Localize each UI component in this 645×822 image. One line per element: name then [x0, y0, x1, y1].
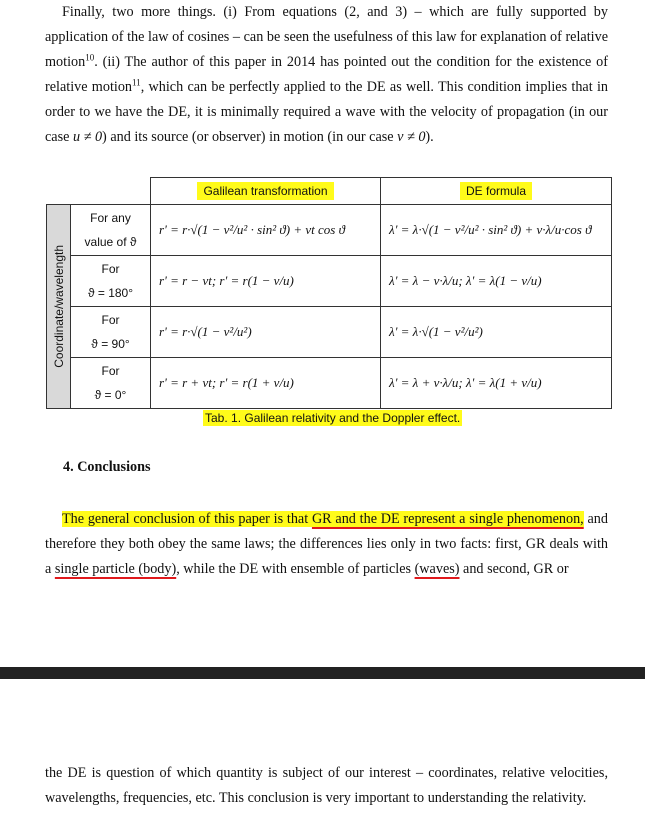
condition-cell: For ϑ = 0° — [71, 358, 151, 409]
table-row — [47, 205, 612, 256]
continued-paragraph: the DE is question of which quantity is subject of our interest – coordinates, relative velocities, wavelengths, frequencies, etc. This conclusion is very important to understanding the relativity. — [45, 765, 608, 806]
highlighted-text: The general conclusion of this paper is that — [62, 511, 312, 527]
intro-text-a: Finally, two more things. (i) From equations (2, and 3) – which are fully supported by application of the law of cosines – can be seen the usefulness of this law for explanation of relative motion — [45, 4, 608, 70]
condition-cell: For ϑ = 180° — [71, 256, 151, 307]
side-label-cell — [47, 205, 71, 409]
header-empty-cell — [47, 178, 71, 205]
galilean-formula: r' = r·√(1 − v²/u² · sin² ϑ) + vt cos ϑ — [151, 205, 381, 256]
table-row — [47, 307, 612, 358]
intro-text-b: . (ii) The author of this paper in 2014 has pointed out the condition for the existence of relative motion — [45, 54, 608, 95]
condition-v: v ≠ 0 — [397, 129, 426, 145]
galilean-doppler-table — [46, 177, 612, 409]
condition-cell: For ϑ = 90° — [71, 307, 151, 358]
header-empty-cell — [71, 178, 151, 205]
table-row — [47, 358, 612, 409]
table-row — [47, 256, 612, 307]
galilean-formula: r' = r + vt; r' = r(1 + v/u) — [151, 358, 381, 409]
intro-text-e: ). — [425, 129, 434, 145]
side-label: Coordinate/wavelength — [51, 245, 66, 368]
galilean-formula: r' = r·√(1 − v²/u²) — [151, 307, 381, 358]
de-formula: λ' = λ·√(1 − v²/u²) — [381, 307, 612, 358]
footnote-ref-11[interactable]: 11 — [132, 77, 141, 88]
underlined-text: single particle (body) — [54, 561, 177, 577]
galilean-formula: r' = r − vt; r' = r(1 − v/u) — [151, 256, 381, 307]
section-heading: 4. Conclusions — [63, 459, 151, 475]
page-divider — [0, 667, 645, 679]
table-caption: Tab. 1. Galilean relativity and the Doppler effect. — [205, 411, 461, 425]
intro-text-c: , which can be perfectly applied to the DE as well. This condition implies that in order to we have the DE, it is minimally required a wave with the velocity of propagation (in our case — [45, 79, 608, 145]
condition-cell: For any value of ϑ — [71, 205, 151, 256]
footnote-ref-10[interactable]: 10 — [85, 52, 95, 63]
conclusions-paragraph: The general conclusion of this paper is that GR and the DE represent a single phenomenon, and therefore they both obey the same laws; the differences lies only in two facts: first, GR deals with a single particle (body), while the DE with ensemble of particles (waves) and second, GR or — [45, 511, 608, 577]
de-formula: λ' = λ + v·λ/u; λ' = λ(1 + v/u) — [381, 358, 612, 409]
intro-paragraph — [45, 0, 608, 150]
de-formula: λ' = λ·√(1 − v²/u² · sin² ϑ) + v·λ/u·cos ϑ — [381, 205, 612, 256]
header-galilean: Galilean transformation — [151, 178, 381, 205]
highlighted-underlined-text: GR and the DE represent a single phenomenon, — [311, 511, 584, 527]
table-header-row — [47, 178, 612, 205]
condition-u: u ≠ 0 — [72, 129, 103, 145]
header-de: DE formula — [381, 178, 612, 205]
intro-text-d: ) and its source (or observer) in motion (in our case — [102, 129, 398, 145]
de-formula: λ' = λ − v·λ/u; λ' = λ(1 − v/u) — [381, 256, 612, 307]
underlined-text: (waves) — [414, 561, 460, 577]
